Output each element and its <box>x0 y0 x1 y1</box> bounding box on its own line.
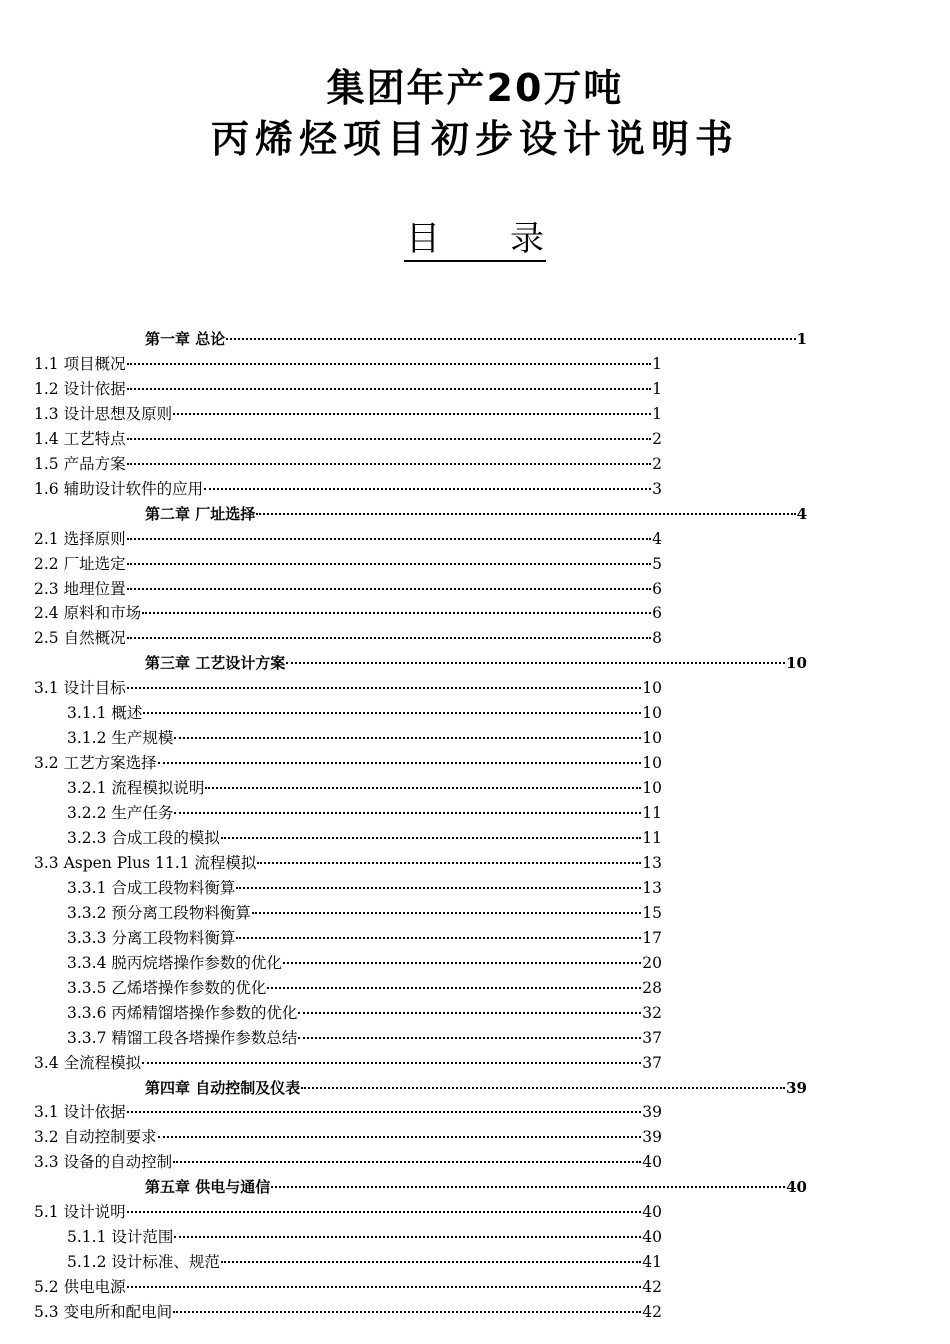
toc-heading-char-2: 录 <box>510 219 544 259</box>
toc-leader-dots <box>252 912 641 914</box>
toc-entry[interactable] <box>34 1300 662 1325</box>
toc-entry-page-number: 13 <box>642 878 662 897</box>
toc-leader-dots <box>221 1261 641 1263</box>
toc-heading <box>404 218 546 262</box>
toc-entry-title: 3.3 设备的自动控制 <box>34 1153 173 1172</box>
toc-entry-title: 3.3.2 预分离工段物料衡算 <box>67 903 251 922</box>
toc-entry[interactable] <box>34 377 662 402</box>
toc-entry[interactable] <box>67 826 662 851</box>
toc-entry-page-number: 39 <box>642 1103 662 1122</box>
toc-entry[interactable] <box>67 951 662 976</box>
toc-entry-title: 3.3.6 丙烯精馏塔操作参数的优化 <box>67 1003 298 1022</box>
document-title-line-1: 集团年产20万吨 <box>326 66 624 110</box>
toc-entry-title: 第一章 总论 <box>145 330 226 348</box>
toc-entry-title: 3.3.5 乙烯塔操作参数的优化 <box>67 978 267 997</box>
toc-entry-page-number: 10 <box>786 654 807 673</box>
toc-entry-title: 5.2 供电电源 <box>34 1278 126 1297</box>
toc-entry-title: 1.2 设计依据 <box>34 379 126 398</box>
toc-entry[interactable] <box>67 901 662 926</box>
toc-leader-dots <box>174 1236 641 1238</box>
toc-leader-dots <box>267 987 641 989</box>
toc-leader-dots <box>271 1186 785 1188</box>
toc-entry-title: 3.3.1 合成工段物料衡算 <box>67 878 236 897</box>
toc-entry[interactable] <box>67 1250 662 1275</box>
toc-leader-dots <box>173 1161 641 1163</box>
toc-leader-dots <box>142 1062 641 1064</box>
toc-entry[interactable] <box>34 402 662 427</box>
toc-leader-dots <box>127 438 652 440</box>
toc-entry[interactable] <box>34 1275 662 1300</box>
toc-entry-page-number: 4 <box>796 504 807 523</box>
toc-entry-title: 3.3.3 分离工段物料衡算 <box>67 928 236 947</box>
toc-entry[interactable] <box>34 1125 662 1150</box>
toc-entry[interactable] <box>67 801 662 826</box>
toc-entry-page-number: 10 <box>642 754 662 773</box>
toc-entry[interactable] <box>34 751 662 776</box>
toc-entry[interactable] <box>34 1051 662 1076</box>
toc-entry-title: 1.3 设计思想及原则 <box>34 404 173 423</box>
toc-leader-dots <box>174 812 641 814</box>
toc-entry-page-number: 39 <box>642 1128 662 1147</box>
toc-entry-page-number: 11 <box>642 804 662 823</box>
toc-entry[interactable] <box>34 427 662 452</box>
toc-entry-page-number: 28 <box>642 978 662 997</box>
toc-entry-title: 2.4 原料和市场 <box>34 604 142 623</box>
toc-leader-dots <box>127 1211 642 1213</box>
toc-entry-title: 3.2.3 合成工段的模拟 <box>67 829 220 847</box>
toc-leader-dots <box>205 787 641 789</box>
toc-entry[interactable] <box>67 926 662 951</box>
toc-leader-dots <box>127 1286 642 1288</box>
toc-entry-title: 第三章 工艺设计方案 <box>145 654 286 673</box>
toc-entry[interactable] <box>34 676 662 701</box>
toc-entry-title: 3.3 Aspen Plus 11.1 流程模拟 <box>34 853 257 872</box>
toc-leader-dots <box>127 687 642 689</box>
toc-entry[interactable] <box>67 776 662 801</box>
toc-entry-page-number: 11 <box>642 829 662 847</box>
toc-leader-dots <box>143 712 641 714</box>
toc-leader-dots <box>127 1111 642 1113</box>
toc-entry-title: 3.2.1 流程模拟说明 <box>67 779 205 798</box>
toc-entry-page-number: 4 <box>652 529 662 548</box>
toc-leader-dots <box>158 762 642 764</box>
toc-entry-page-number: 20 <box>642 953 662 972</box>
toc-entry[interactable] <box>34 1100 662 1125</box>
toc-entry-page-number: 10 <box>642 779 662 798</box>
toc-entry[interactable] <box>34 601 662 626</box>
toc-leader-dots <box>236 937 641 939</box>
toc-leader-dots <box>158 1136 642 1138</box>
toc-entry-page-number: 8 <box>652 629 662 648</box>
toc-entry-title: 第二章 厂址选择 <box>145 504 256 523</box>
toc-chapter-entry[interactable] <box>145 1175 807 1200</box>
toc-entry-page-number: 5 <box>652 554 662 573</box>
toc-entry-title: 第五章 供电与通信 <box>145 1178 271 1197</box>
toc-entry-title: 第四章 自动控制及仪表 <box>145 1078 301 1097</box>
toc-leader-dots <box>127 463 652 465</box>
toc-entry-page-number: 37 <box>642 1053 662 1072</box>
toc-entry-page-number: 40 <box>642 1203 662 1222</box>
toc-leader-dots <box>301 1087 785 1089</box>
toc-entry-page-number: 1 <box>796 330 807 348</box>
toc-entry-title: 2.2 厂址选定 <box>34 554 126 573</box>
toc-entry-page-number: 13 <box>642 853 662 872</box>
toc-entry-title: 1.5 产品方案 <box>34 454 126 473</box>
toc-leader-dots <box>226 338 795 340</box>
toc-leader-dots <box>127 363 652 365</box>
toc-entry-title: 3.2 自动控制要求 <box>34 1128 157 1147</box>
toc-entry-title: 2.5 自然概况 <box>34 629 126 648</box>
toc-entry-title: 3.1.1 概述 <box>67 704 143 723</box>
toc-entry-title: 3.3.4 脱丙烷塔操作参数的优化 <box>67 953 282 972</box>
toc-entry-title: 1.6 辅助设计软件的应用 <box>34 479 204 498</box>
toc-entry-page-number: 6 <box>652 604 662 623</box>
toc-entry-page-number: 17 <box>642 928 662 947</box>
toc-leader-dots <box>283 962 641 964</box>
toc-chapter-entry[interactable] <box>145 651 807 676</box>
toc-leader-dots <box>127 588 652 590</box>
toc-entry[interactable] <box>34 577 662 602</box>
toc-entry-title: 3.3.7 精馏工段各塔操作参数总结 <box>67 1028 298 1047</box>
toc-entry-page-number: 42 <box>642 1303 662 1322</box>
toc-entry[interactable] <box>34 851 662 876</box>
toc-entry-page-number: 40 <box>642 1153 662 1172</box>
toc-leader-dots <box>127 563 652 565</box>
toc-entry[interactable] <box>34 1150 662 1175</box>
toc-leader-dots <box>221 837 641 839</box>
toc-entry-title: 5.1.2 设计标准、规范 <box>67 1253 220 1272</box>
toc-entry-title: 3.1 设计依据 <box>34 1103 126 1122</box>
toc-entry[interactable] <box>34 626 662 651</box>
toc-entry-title: 3.2.2 生产任务 <box>67 804 174 823</box>
toc-leader-dots <box>256 513 795 515</box>
toc-leader-dots <box>298 1012 641 1014</box>
toc-entry-title: 5.1.1 设计范围 <box>67 1228 174 1247</box>
toc-leader-dots <box>127 538 652 540</box>
toc-entry-title: 3.2 工艺方案选择 <box>34 754 157 773</box>
toc-entry-page-number: 39 <box>786 1078 807 1097</box>
toc-entry-page-number: 2 <box>652 454 662 473</box>
toc-leader-dots <box>204 488 651 490</box>
toc-entry-page-number: 42 <box>642 1278 662 1297</box>
toc-entry-page-number: 1 <box>652 379 662 398</box>
toc-entry-title: 2.3 地理位置 <box>34 579 126 598</box>
toc-entry-page-number: 1 <box>652 404 662 423</box>
toc-entry-title: 3.1 设计目标 <box>34 679 126 698</box>
toc-entry[interactable] <box>67 976 662 1001</box>
toc-entry-page-number: 15 <box>642 903 662 922</box>
toc-entry[interactable] <box>34 1200 662 1225</box>
toc-leader-dots <box>236 887 641 889</box>
toc-entry-page-number: 37 <box>642 1028 662 1047</box>
toc-entry-title: 5.3 变电所和配电间 <box>34 1303 173 1322</box>
toc-entry-page-number: 2 <box>652 429 662 448</box>
toc-entry-title: 2.1 选择原则 <box>34 529 126 548</box>
toc-entry[interactable] <box>34 552 662 577</box>
toc-entry-page-number: 10 <box>642 679 662 698</box>
toc-entry[interactable] <box>67 1001 662 1026</box>
toc-leader-dots <box>127 637 652 639</box>
toc-entry-title: 5.1 设计说明 <box>34 1203 126 1222</box>
toc-leader-dots <box>298 1037 641 1039</box>
toc-chapter-entry[interactable] <box>145 502 807 527</box>
toc-entry-page-number: 41 <box>642 1253 662 1272</box>
toc-entry[interactable] <box>67 876 662 901</box>
toc-entry[interactable] <box>67 1026 662 1051</box>
toc-entry-page-number: 40 <box>786 1178 807 1197</box>
toc-entry-title: 3.4 全流程模拟 <box>34 1053 142 1072</box>
toc-chapter-entry[interactable] <box>145 1076 807 1101</box>
toc-entry-page-number: 32 <box>642 1003 662 1022</box>
toc-leader-dots <box>286 662 785 664</box>
toc-leader-dots <box>174 737 641 739</box>
toc-entry-page-number: 40 <box>642 1228 662 1247</box>
toc-entry-page-number: 6 <box>652 579 662 598</box>
toc-entry[interactable] <box>34 452 662 477</box>
toc-entry[interactable] <box>34 477 662 502</box>
toc-entry-page-number: 10 <box>642 729 662 748</box>
toc-entry[interactable] <box>34 527 662 552</box>
toc-heading-char-1: 目 <box>406 219 440 259</box>
toc-entry-page-number: 10 <box>642 704 662 723</box>
toc-entry-title: 3.1.2 生产规模 <box>67 729 174 748</box>
toc-entry-page-number: 3 <box>652 479 662 498</box>
toc-chapter-entry[interactable] <box>145 327 807 352</box>
toc-leader-dots <box>257 862 641 864</box>
toc-entry[interactable] <box>67 701 662 726</box>
toc-entry-title: 1.1 项目概况 <box>34 354 126 373</box>
document-title-line-2: 丙烯烃项目初步设计说明书 <box>210 117 739 161</box>
toc-entry-page-number: 1 <box>652 354 662 373</box>
toc-entry[interactable] <box>67 1225 662 1250</box>
toc-entry[interactable] <box>67 726 662 751</box>
toc-leader-dots <box>173 413 651 415</box>
toc-entry-title: 1.4 工艺特点 <box>34 429 126 448</box>
toc-leader-dots <box>142 612 651 614</box>
toc-entry[interactable] <box>34 352 662 377</box>
toc-leader-dots <box>127 388 652 390</box>
toc-leader-dots <box>173 1311 641 1313</box>
